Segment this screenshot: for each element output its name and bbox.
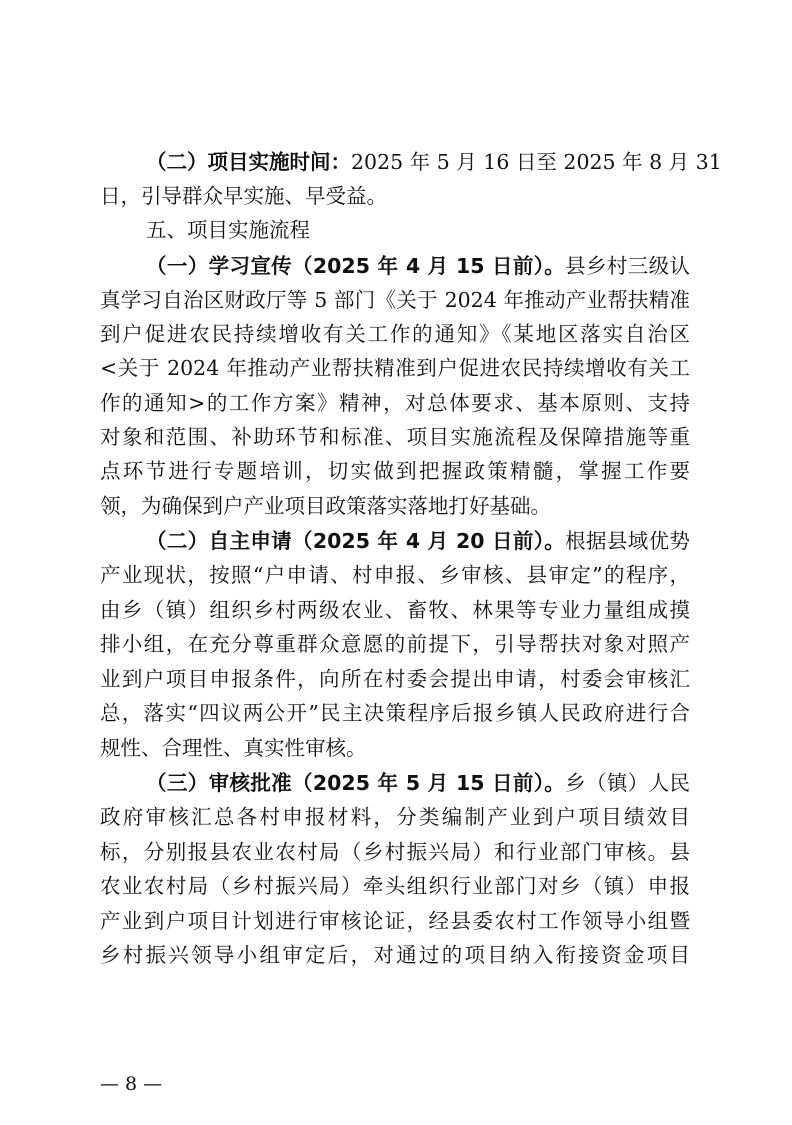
paragraph-text: 2025 年 5 月 16 日至 2025 年 8 月 31	[351, 150, 722, 174]
paragraph-line: 真学习自治区财政厅等 5 部门《关于 2024 年推动产业帮扶精准	[100, 288, 690, 312]
paragraph-line: 领，为确保到户产业项目政策落实落地打好基础。	[100, 494, 551, 518]
paragraph-line: 产业到户项目计划进行审核论证，经县委农村工作领导小组暨	[100, 909, 690, 933]
paragraph-line: 产业现状，按照“户申请、村申报、乡审核、县审定”的程序，	[100, 563, 690, 587]
paragraph-line: 标，分别报县农业农村局（乡村振兴局）和行业部门审核。县	[100, 840, 690, 864]
paragraph-line: 乡村振兴领导小组审定后，对通过的项目纳入衔接资金项目	[100, 943, 690, 967]
paragraph-text: 县乡村三级认	[565, 254, 690, 278]
paragraph-line: 规性、合理性、真实性审核。	[100, 736, 367, 760]
paragraph-text: 乡（镇）人民	[565, 771, 690, 795]
paragraph-lead: （一）学习宣传（2025 年 4 月 15 日前）。	[146, 254, 566, 278]
paragraph-line: 到户促进农民持续增收有关工作的通知》《某地区落实自治区	[100, 322, 690, 346]
paragraph-text: 根据县域优势	[565, 529, 690, 553]
paragraph-line: 点环节进行专题培训，切实做到把握政策精髓，掌握工作要	[100, 459, 690, 483]
paragraph-lead: （二）项目实施时间：	[146, 150, 351, 174]
paragraph-line: 排小组，在充分尊重群众意愿的前提下，引导帮扶对象对照产	[100, 632, 690, 656]
paragraph-line	[146, 249, 690, 283]
paragraph-line	[146, 766, 690, 800]
paragraph-line: 农业农村局（乡村振兴局）牵头组织行业部门对乡（镇）申报	[100, 874, 690, 898]
section-heading: 五、项目实施流程	[146, 218, 310, 242]
paragraph-line	[146, 145, 722, 179]
paragraph-line: 由乡（镇）组织乡村两级农业、畜牧、林果等专业力量组成摸	[100, 598, 690, 622]
paragraph-line: 日，引导群众早实施、早受益。	[100, 184, 387, 208]
paragraph-line: 对象和范围、补助环节和标准、项目实施流程及保障措施等重	[100, 425, 690, 449]
paragraph-line: 业到户项目申报条件，向所在村委会提出申请，村委会审核汇	[100, 667, 690, 691]
paragraph-line: 政府审核汇总各村申报材料，分类编制产业到户项目绩效目	[100, 805, 690, 829]
paragraph-line: 作的通知>的工作方案》精神，对总体要求、基本原则、支持	[100, 391, 690, 415]
page-number: — 8 —	[100, 1073, 163, 1095]
paragraph-line: <关于 2024 年推动产业帮扶精准到户促进农民持续增收有关工	[100, 356, 690, 380]
paragraph-lead: （三）审核批准（2025 年 5 月 15 日前）。	[146, 771, 566, 795]
paragraph-line	[146, 524, 690, 558]
paragraph-lead: （二）自主申请（2025 年 4 月 20 日前）。	[146, 529, 566, 553]
paragraph-line: 总，落实“四议两公开”民主决策程序后报乡镇人民政府进行合	[100, 701, 690, 725]
